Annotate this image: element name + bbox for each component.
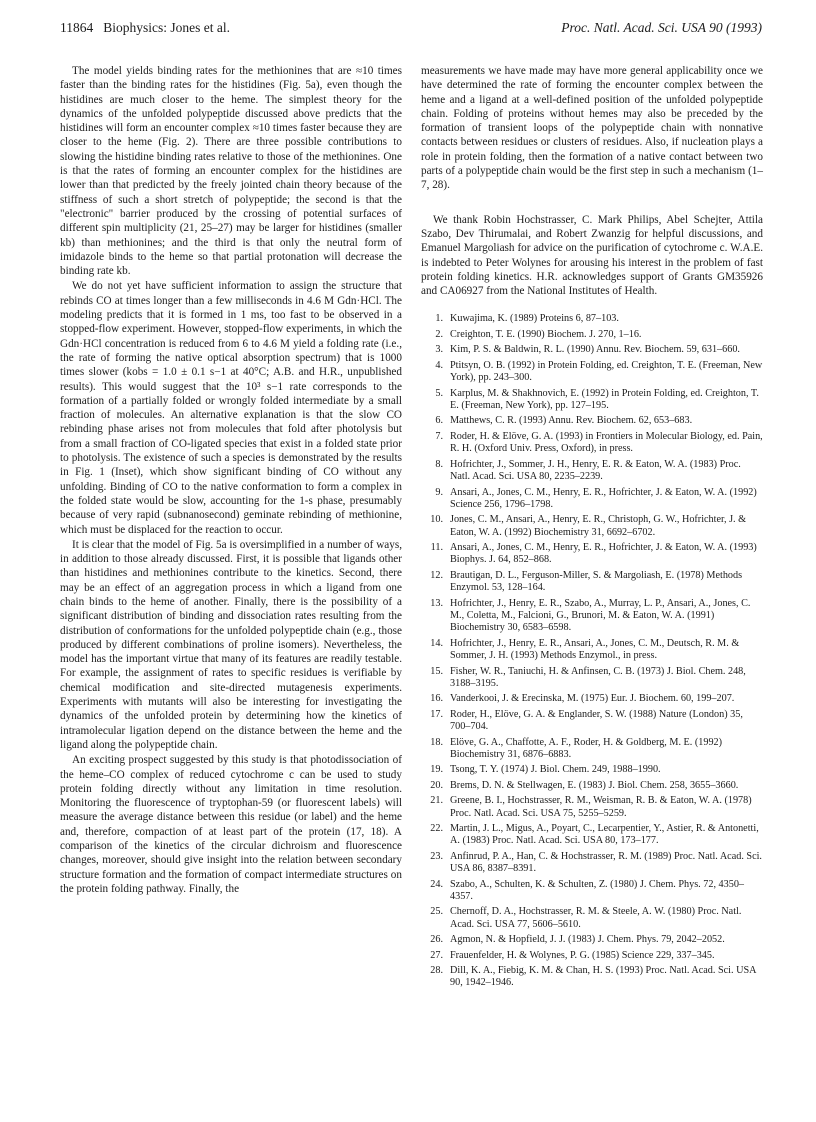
reference-number: 4. (435, 359, 443, 371)
reference-number: 8. (435, 458, 443, 470)
reference-item (421, 795, 763, 820)
reference-text: Vanderkooi, J. & Erecinska, M. (1975) Eur. J. Biochem. 60, 199–207. (450, 693, 735, 705)
reference-item (421, 950, 763, 962)
running-header (60, 20, 762, 42)
reference-text: Hofrichter, J., Henry, E. R., Szabo, A., Murray, L. P., Ansari, A., Jones, C. M., Coletta, M., Falcioni, G., Brunori, M. & Eaton, W. A. (1991) Biochemistry 30, 6583–6598. (450, 597, 751, 634)
reference-item (421, 693, 763, 705)
reference-item (421, 934, 763, 946)
section-label: Biophysics: Jones et al. (103, 20, 230, 35)
reference-text: Szabo, A., Schulten, K. & Schulten, Z. (1980) J. Chem. Phys. 72, 4350–4357. (450, 878, 745, 902)
reference-number: 16. (430, 693, 443, 705)
reference-text: Greene, B. I., Hochstrasser, R. M., Weisman, R. B. & Eaton, W. A. (1978) Proc. Natl. Acad. Sci. USA 75, 5255–5259. (450, 795, 752, 819)
reference-text: Fisher, W. R., Taniuchi, H. & Anfinsen, C. B. (1973) J. Biol. Chem. 248, 3188–3195. (450, 665, 746, 689)
left-column (60, 64, 402, 896)
reference-item (421, 764, 763, 776)
reference-number: 26. (430, 934, 443, 946)
body-paragraph-1: The model yields binding rates for the methionines that are ≈10 times faster than the binding rates for the histidines (Fig. 5a), even though the histidines are much closer to the heme. The simplest theory for the dynamics of the unfolded polypeptide discussed above predicts that the histidines will form an encounter complex ≈10 times faster because they are closer to the heme (Fig. 2). There are three possible contributions to slowing the histidine binding rates relative to those of the methionines. One is that the rates of forming an encounter complex for the histidines are lower than that predicted by the freely jointed chain theory because of the stiffness of such a short stretch of polypeptide; the second is that the "electronic" barrier produced by the crossing of potential surfaces of different spin multiplicity (21, 25–27) may be larger for histidines (smaller kb) than methionines; and the third is that only the neutral form of imidazole binds to the heme so that partial protonation will decrease the binding rate kb. (60, 65, 402, 278)
body-paragraph-continued: measurements we have made may have more general applicability once we have determined the rate of forming the encounter complex between the heme and a ligand at a well-defined position of the unfolded polypeptide chain. Folding of proteins without hemes may also be preceded by the formation of transient loops of the polypeptide chain with nonnative contacts between residues or clusters of residues. Also, if nucleation plays a role in protein folding, then the formation of a native contact between two parts of a polypeptide chain would be the first step in such a mechanism (1–7, 28). (421, 65, 763, 192)
reference-text: Roder, H. & Elöve, G. A. (1993) in Frontiers in Molecular Biology, ed. Pain, R. H. (Oxford Univ. Press, Oxford), in press. (450, 430, 763, 455)
reference-text: Brems, D. N. & Stellwagen, E. (1983) J. Biol. Chem. 258, 3655–3660. (450, 779, 739, 791)
acknowledgment: We thank Robin Hochstrasser, C. Mark Philips, Abel Schejter, Attila Szabo, Dev Thirumalai, and Robert Zwanzig for helpful discussions, and Emanuel Margoliash for advice on the purification of cytochrome c. W.A.E. is indebted to Peter Wolynes for arousing his interest in the problem of fast protein folding kinetics. H.R. acknowledges support of Grants GM35926 and CA06927 from the National Institutes of Health. (421, 213, 763, 298)
reference-number: 14. (430, 637, 443, 649)
reference-item (421, 780, 763, 792)
reference-text: Hofrichter, J., Sommer, J. H., Henry, E. R. & Eaton, W. A. (1983) Proc. Natl. Acad. Sci. USA 80, 2235–2239. (450, 458, 741, 483)
reference-number: 2. (435, 328, 443, 340)
reference-text: Hofrichter, J., Henry, E. R., Ansari, A., Jones, C. M., Deutsch, R. M. & Sommer, J. H. (1993) Methods Enzymol., in press. (450, 637, 740, 662)
page-number: 11864 (60, 20, 94, 35)
reference-number: 19. (430, 764, 443, 776)
reference-text: Roder, H., Elöve, G. A. & Englander, S. W. (1988) Nature (London) 35, 700–704. (450, 708, 743, 733)
reference-number: 27. (430, 949, 443, 961)
reference-item (421, 329, 763, 341)
reference-item (421, 823, 763, 848)
reference-text: Matthews, C. R. (1993) Annu. Rev. Biochem. 62, 653–683. (450, 415, 693, 427)
reference-item (421, 514, 763, 539)
right-column (421, 64, 763, 993)
reference-item (421, 851, 763, 876)
reference-item (421, 344, 763, 356)
reference-number: 10. (430, 514, 443, 526)
reference-text: Martin, J. L., Migus, A., Poyart, C., Lecarpentier, Y., Astier, R. & Antonetti, A. (1983) Proc. Natl. Acad. Sci. USA 80, 173–177. (450, 823, 759, 847)
reference-number: 23. (430, 850, 443, 862)
reference-item (421, 415, 763, 427)
reference-number: 24. (430, 878, 443, 890)
header-left (60, 20, 230, 36)
reference-text: Chernoff, D. A., Hochstrasser, R. M. & Steele, A. W. (1980) Proc. Natl. Acad. Sci. USA 77, 5606–5610. (450, 906, 742, 930)
reference-item (421, 666, 763, 691)
reference-item (421, 431, 763, 456)
reference-number: 22. (430, 823, 443, 835)
reference-text: Tsong, T. Y. (1974) J. Biol. Chem. 249, 1988–1990. (450, 764, 661, 776)
reference-text: Ansari, A., Jones, C. M., Henry, E. R., Hofrichter, J. & Eaton, W. A. (1993) Biophys. J. 64, 852–868. (450, 542, 757, 566)
reference-number: 11. (430, 542, 443, 554)
body-paragraph-3: It is clear that the model of Fig. 5a is oversimplified in a number of ways, in addition to those already discussed. First, it is possible that ligands other than histidines and methionines contribute to the kinetics. Second, there may be an effect of an aggregation process in which a ligand from one chain binds to the heme of another. Finally, there is the possibility of a significant distribution of binding and dissociation rates resulting from the distribution of conformations for the unfolded polypeptide chain (e.g., those produced by different combinations of proline isomers). Nevertheless, the model has the important virtue that many of its features are readily testable. For example, the assignment of rates to specific residues is verifiable by chemical modification and site-directed mutagenesis experiments. Experiments with mutants will also be interesting for investigating the dynamics of the unfolded protein by determining how the kinetics of intramolecular ligation depend on the distance between the heme and the ligand along the polypeptide chain. (60, 538, 402, 751)
reference-list (421, 313, 763, 989)
reference-text: Kuwajima, K. (1989) Proteins 6, 87–103. (450, 313, 619, 325)
reference-number: 12. (430, 569, 443, 581)
reference-item (421, 459, 763, 484)
reference-item (421, 737, 763, 762)
reference-item (421, 313, 763, 325)
reference-number: 15. (430, 665, 443, 677)
reference-text: Frauenfelder, H. & Wolynes, P. G. (1985) Science 229, 337–345. (450, 949, 715, 961)
reference-item (421, 638, 763, 663)
reference-number: 13. (430, 597, 443, 609)
reference-text: Ansari, A., Jones, C. M., Henry, E. R., Hofrichter, J. & Eaton, W. A. (1992) Science 256, 1796–1798. (450, 486, 757, 510)
reference-item (421, 570, 763, 595)
reference-text: Ptitsyn, O. B. (1992) in Protein Folding, ed. Creighton, T. E. (Freeman, New York), pp. 243–300. (450, 359, 763, 384)
reference-item (421, 709, 763, 734)
reference-number: 6. (435, 415, 443, 427)
reference-text: Kim, P. S. & Baldwin, R. L. (1990) Annu. Rev. Biochem. 59, 631–660. (450, 344, 740, 356)
body-paragraph-4: An exciting prospect suggested by this study is that photodissociation of the heme–CO complex of reduced cytochrome c can be used to study protein folding directly without any limitation in time resolution. Monitoring the fluorescence of tryptophan-59 (or fluorescent labels) will measure the average distance between this residue (or label) and the heme and, therefore, compaction of at least part of the protein (17, 18). A comparison of the kinetics of the circular dichroism and fluorescence changes, moreover, should give insight into the relation between secondary structure formation and the formation of compact intermediate structures on the protein folding pathway. Finally, the (60, 754, 402, 895)
journal-citation: Proc. Natl. Acad. Sci. USA 90 (1993) (561, 20, 762, 35)
reference-item (421, 965, 763, 990)
body-paragraph-2: We do not yet have sufficient information to assign the structure that rebinds CO at times longer than a few milliseconds in 4.6 M Gdn·HCl. The modeling predicts that it is formed in 1 ms, too fast to be observed in a stopped-flow experiment. However, stopped-flow experiments, in which the Gdn·HCl concentration is reduced from 6 to 4.6 M yield a folding rate (i.e., the rate of forming the native optical absorption spectrum) that is 1000 times slower (kobs = 1.0 ± 0.1 s−1 at 40°C; A.B. and H.R., unpublished results). This would suggest that the 10³ s−1 rate corresponds to the formation of a partially folded or wrongly folded intermediate by a small fraction of molecules. An alternative explanation is that the slow CO rebinding phase arises not from molecules that fold after photolysis but from a small fraction of CO-ligated species that exist in a folded state prior to photolysis. The existence of such a species is demonstrated by the results in Fig. 1 (Inset), which show significant binding of CO without any unfolding. Binding of CO to the native conformation to form a complex in the folded state would be slow, accounting for the 1-s phase, presumably because of very rapid (subnanosecond) geminate rebinding of methionine, which must be displaced for the reaction to occur. (60, 280, 402, 536)
reference-number: 20. (430, 779, 443, 791)
reference-text: Agmon, N. & Hopfield, J. J. (1983) J. Chem. Phys. 79, 2042–2052. (450, 934, 725, 946)
reference-number: 25. (430, 906, 443, 918)
reference-text: Elöve, G. A., Chaffotte, A. F., Roder, H. & Goldberg, M. E. (1992) Biochemistry 31, 6876–6883. (450, 736, 723, 760)
reference-number: 3. (435, 344, 443, 356)
reference-item (421, 879, 763, 904)
reference-text: Dill, K. A., Fiebig, K. M. & Chan, H. S. (1993) Proc. Natl. Acad. Sci. USA 90, 1942–1946. (450, 965, 756, 989)
reference-text: Jones, C. M., Ansari, A., Henry, E. R., Christoph, G. W., Hofrichter, J. & Eaton, W. A. (1992) Biochemistry 31, 6692–6702. (450, 514, 747, 538)
reference-item (421, 542, 763, 567)
reference-number: 17. (430, 708, 443, 720)
reference-item (421, 388, 763, 413)
reference-item (421, 906, 763, 931)
reference-number: 21. (430, 795, 443, 807)
reference-text: Anfinrud, P. A., Han, C. & Hochstrasser, R. M. (1989) Proc. Natl. Acad. Sci. USA 86, 8387–8391. (450, 850, 762, 875)
reference-item (421, 360, 763, 385)
reference-item (421, 598, 763, 635)
reference-number: 9. (435, 486, 443, 498)
reference-number: 18. (430, 736, 443, 748)
reference-number: 5. (435, 387, 443, 399)
reference-text: Brautigan, D. L., Ferguson-Miller, S. & Margoliash, E. (1978) Methods Enzymol. 53, 128–164. (450, 569, 743, 594)
reference-number: 1. (435, 313, 443, 325)
reference-number: 28. (430, 965, 443, 977)
reference-item (421, 487, 763, 512)
reference-text: Creighton, T. E. (1990) Biochem. J. 270, 1–16. (450, 328, 642, 340)
reference-text: Karplus, M. & Shakhnovich, E. (1992) in Protein Folding, ed. Creighton, T. E. (Freeman, New York), pp. 127–195. (450, 387, 759, 411)
reference-number: 7. (435, 430, 443, 442)
